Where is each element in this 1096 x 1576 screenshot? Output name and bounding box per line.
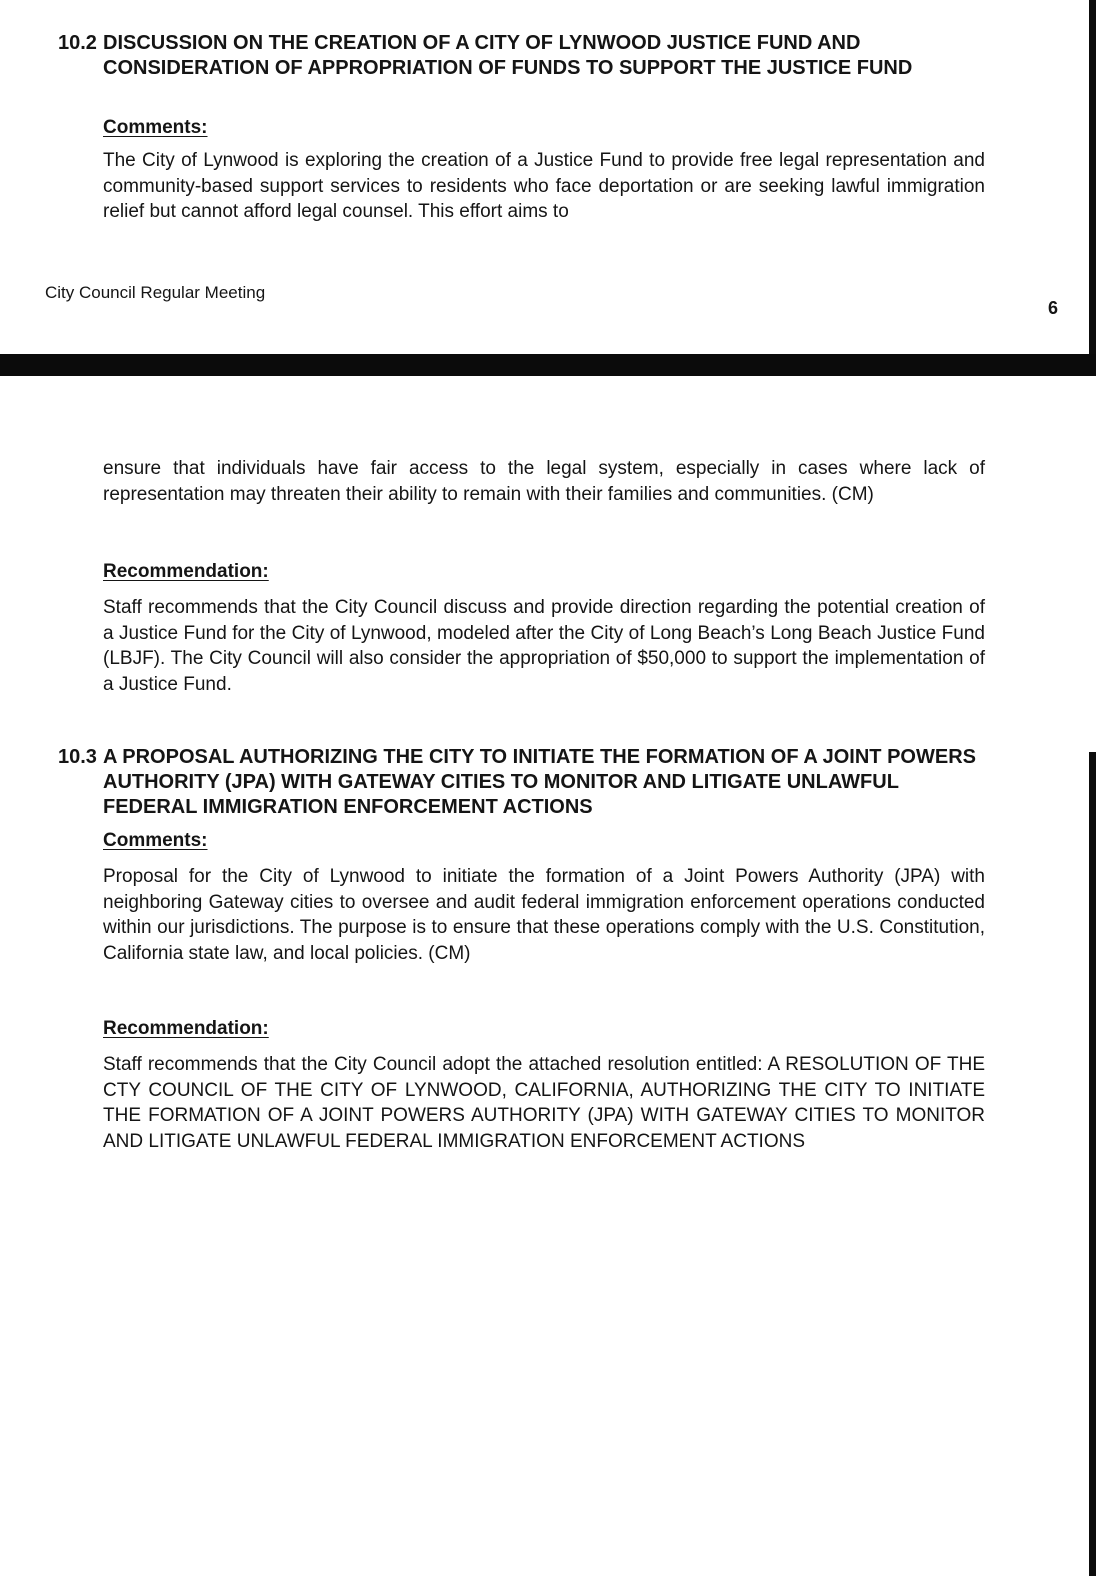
document-page-top	[0, 0, 1096, 354]
page-number: 6	[1048, 298, 1059, 318]
section-number: 10.2	[58, 32, 97, 54]
recommendation-text: Staff recommends that the City Council discuss and provide direction regarding the potential creation of a Justice Fund for the City of Lynwood, modeled after the City of Long Beach’s Long Beach Justice Fund (LBJF). The City Council will also consider the appropriation of $50,000 to support the implementation of a Justice Fund.	[103, 597, 985, 695]
recommendation-text: Staff recommends that the City Council adopt the attached resolution entitled: A RESOLUTION OF THE CTY COUNCIL OF THE CITY OF LYNWOOD, CALIFORNIA, AUTHORIZING THE CITY TO INITIATE THE FORMATION OF A JOINT POWERS AUTHORITY (JPA) WITH GATEWAY CITIES TO MONITOR AND LITIGATE UNLAWFUL FEDERAL IMMIGRATION ENFORCEMENT ACTIONS	[103, 1054, 985, 1152]
footer-meeting-name: City Council Regular Meeting	[45, 283, 266, 302]
comments-label: Comments:	[103, 117, 208, 138]
recommendation-label: Recommendation:	[103, 1018, 269, 1039]
page-edge-shadow	[1089, 752, 1096, 1576]
comments-label: Comments:	[103, 830, 208, 851]
section-title: DISCUSSION ON THE CREATION OF A CITY OF LYNWOOD JUSTICE FUND AND CONSIDERATION OF APPROPRIATION OF FUNDS TO SUPPORT THE JUSTICE FUND	[103, 32, 913, 79]
section-10-2-heading	[58, 31, 988, 109]
comments-text-continued: ensure that individuals have fair access to the legal system, especially in cases where lack of representation may threaten their ability to remain with their families and communities. (CM)	[103, 458, 985, 505]
page-break-divider	[0, 354, 1096, 376]
section-title: A PROPOSAL AUTHORIZING THE CITY TO INITIATE THE FORMATION OF A JOINT POWERS AUTHORITY (JPA) WITH GATEWAY CITIES TO MONITOR AND LITIGATE UNLAWFUL FEDERAL IMMIGRATION ENFORCEMENT ACTIONS	[103, 746, 976, 818]
recommendation-label: Recommendation:	[103, 561, 269, 582]
section-number: 10.3	[58, 746, 97, 768]
page-edge-shadow	[1089, 0, 1096, 354]
comments-text: Proposal for the City of Lynwood to initiate the formation of a Joint Powers Authority (JPA) with neighboring Gateway cities to oversee and audit federal immigration enforcement operations conducted within our jurisdictions. The purpose is to ensure that these operations comply with the U.S. Constitution, California state law, and local policies. (CM)	[103, 866, 985, 964]
document-page-bottom	[0, 376, 1096, 1200]
section-10-3-heading	[58, 745, 988, 823]
comments-text: The City of Lynwood is exploring the creation of a Justice Fund to provide free legal representation and community-based support services to residents who face deportation or are seeking lawful immigration relief but cannot afford legal counsel. This effort aims to	[103, 150, 985, 222]
